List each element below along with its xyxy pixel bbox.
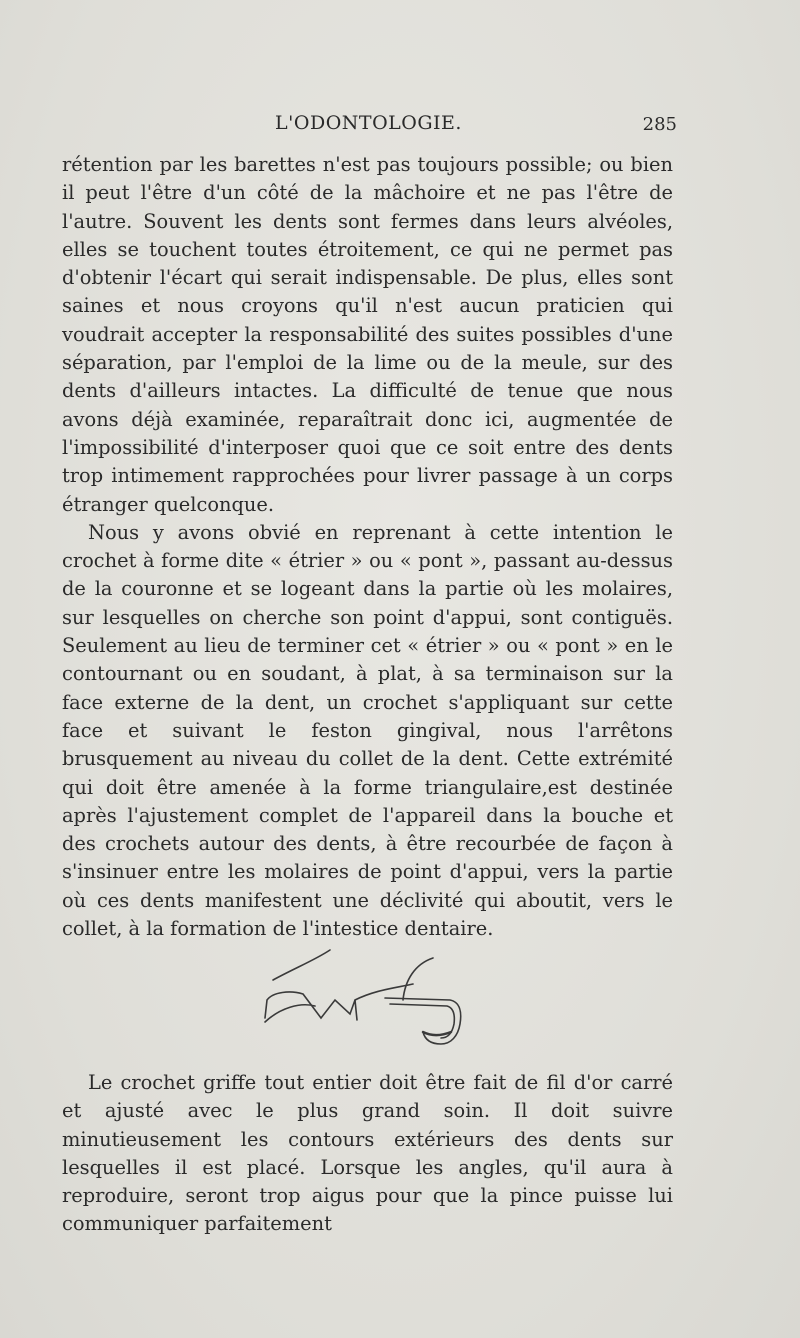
clasp-wire-upper (273, 950, 330, 980)
body-text-continued (62, 1069, 673, 1239)
clasp-wire-wave (265, 992, 357, 1020)
paragraph-2: Nous y avons obvié en reprenant à cette intention le crochet à forme dite « étrier » ou « pont », passant au-dessus de la couronne et se logeant dans la partie où les molaires, sur lesquelles on cherche son point d'appui, sont contiguës. Seulement au lieu de terminer cet « étrier » ou « pont » en le contournant ou en soudant, à plat, à sa terminaison sur la face externe de la dent, un crochet s'appliquant sur cette face et suivant le feston gingival, nous l'arrêtons brusquement au niveau du collet de la dent. Cette extrémité qui doit être amenée à la forme triangulaire,est destinée après l'ajustement complet de l'appareil dans la bouche et des crochets autour des dents, à être recourbée de façon à s'insinuer entre les molaires de point d'appui, vers la partie où ces dents manifestent une déclivité qui aboutit, vers le collet, à la formation de l'intestice dentaire. (62, 520, 673, 941)
paragraph-3: Le crochet griffe tout entier doit être fait de fil d'or carré et ajusté avec le plus grand soin. Il doit suivre minutieusement les contours extérieurs des dents sur lesquelles il est placé. Lorsque les angles, qu'il aura à reproduire, seront trop aigus pour que la pince puisse lui communiquer parfaitement (62, 1071, 673, 1236)
clasp-wire-lower (265, 1005, 315, 1022)
body-text (62, 151, 673, 943)
clasp-illustration (255, 940, 475, 1060)
clasp-drawing (255, 940, 475, 1060)
clasp-hook-tip (423, 1032, 451, 1035)
page-number: 285 (642, 114, 677, 135)
running-head (60, 112, 677, 140)
clasp-hook-top (403, 958, 433, 1000)
paragraph-1: rétention par les barettes n'est pas toujours possible; ou bien il peut l'être d'un côté de la mâchoire et ne pas l'être de l'autre. Souvent les dents sont fermes dans leurs alvéoles, elles se touchent toutes étroitement, ce qui ne permet pas d'obtenir l'écart qui serait indispensable. De plus, elles sont saines et nous croyons qu'il n'est aucun praticien qui voudrait accepter la responsabilité des suites possibles d'une séparation, par l'emploi de la lime ou de la meule, sur des dents d'ailleurs intactes. La difficulté de tenue que nous avons déjà examinée, reparaîtrait donc ici, augmentée de l'impossibilité d'interposer quoi que ce soit entre des dents trop intimement rapprochées pour livrer passage à un corps étranger quelconque. (62, 153, 673, 516)
running-title: L'ODONTOLOGIE. (275, 112, 462, 134)
